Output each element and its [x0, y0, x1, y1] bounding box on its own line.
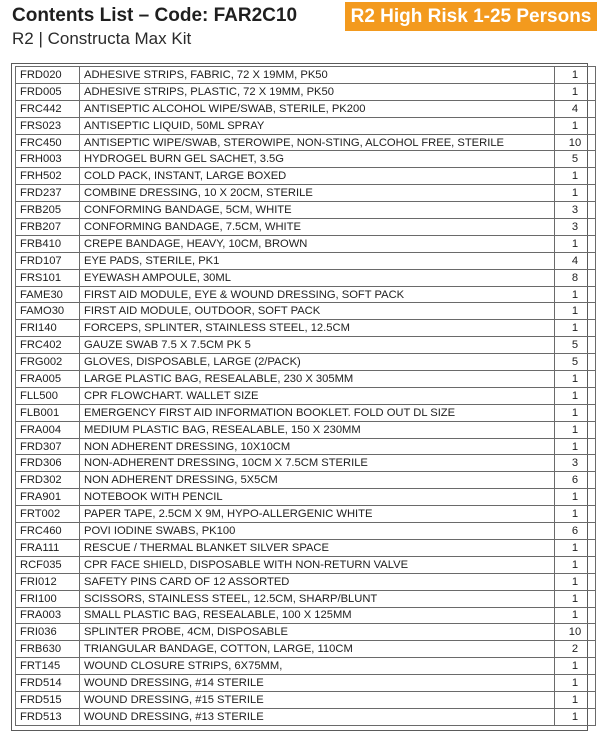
- item-code: FRC460: [16, 523, 80, 540]
- item-quantity: 1: [555, 387, 596, 404]
- table-row: [16, 523, 596, 540]
- item-quantity: 4: [555, 100, 596, 117]
- item-quantity: 1: [555, 371, 596, 388]
- table-row: [16, 489, 596, 506]
- item-description: SPLINTER PROBE, 4CM, DISPOSABLE: [80, 624, 555, 641]
- table-row: [16, 455, 596, 472]
- item-quantity: 3: [555, 455, 596, 472]
- table-row: [16, 387, 596, 404]
- item-description: ANTISEPTIC LIQUID, 50ML SPRAY: [80, 117, 555, 134]
- item-description: GAUZE SWAB 7.5 X 7.5CM PK 5: [80, 337, 555, 354]
- table-row: [16, 134, 596, 151]
- item-code: FRD306: [16, 455, 80, 472]
- table-row: [16, 235, 596, 252]
- item-quantity: 5: [555, 151, 596, 168]
- item-quantity: 2: [555, 641, 596, 658]
- item-description: CREPE BANDAGE, HEAVY, 10CM, BROWN: [80, 235, 555, 252]
- item-quantity: 1: [555, 607, 596, 624]
- item-code: FRC402: [16, 337, 80, 354]
- item-quantity: 1: [555, 404, 596, 421]
- table-row: [16, 168, 596, 185]
- table-row: [16, 675, 596, 692]
- item-code: FRI100: [16, 590, 80, 607]
- item-description: ADHESIVE STRIPS, FABRIC, 72 X 19MM, PK50: [80, 67, 555, 84]
- item-code: FRC442: [16, 100, 80, 117]
- item-description: EMERGENCY FIRST AID INFORMATION BOOKLET. FOLD OUT DL SIZE: [80, 404, 555, 421]
- item-quantity: 1: [555, 506, 596, 523]
- item-quantity: 5: [555, 337, 596, 354]
- item-code: FRB410: [16, 235, 80, 252]
- item-code: FRD302: [16, 472, 80, 489]
- item-description: NON ADHERENT DRESSING, 10X10CM: [80, 438, 555, 455]
- item-description: ANTISEPTIC ALCOHOL WIPE/SWAB, STERILE, PK200: [80, 100, 555, 117]
- item-description: TRIANGULAR BANDAGE, COTTON, LARGE, 110CM: [80, 641, 555, 658]
- item-code: RCF035: [16, 556, 80, 573]
- item-description: SAFETY PINS CARD OF 12 ASSORTED: [80, 573, 555, 590]
- table-row: [16, 100, 596, 117]
- table-row: [16, 67, 596, 84]
- table-row: [16, 573, 596, 590]
- item-code: FRH502: [16, 168, 80, 185]
- item-quantity: 8: [555, 269, 596, 286]
- table-row: [16, 219, 596, 236]
- item-quantity: 1: [555, 235, 596, 252]
- item-description: NOTEBOOK WITH PENCIL: [80, 489, 555, 506]
- item-code: FRI036: [16, 624, 80, 641]
- contents-table: [15, 66, 596, 726]
- item-description: WOUND DRESSING, #14 STERILE: [80, 675, 555, 692]
- item-description: CPR FLOWCHART. WALLET SIZE: [80, 387, 555, 404]
- item-description: NON-ADHERENT DRESSING, 10CM X 7.5CM STERILE: [80, 455, 555, 472]
- item-code: FRT145: [16, 658, 80, 675]
- table-row: [16, 337, 596, 354]
- item-quantity: 1: [555, 658, 596, 675]
- item-description: FORCEPS, SPLINTER, STAINLESS STEEL, 12.5CM: [80, 320, 555, 337]
- contents-table-body: [16, 67, 596, 726]
- item-quantity: 3: [555, 202, 596, 219]
- table-row: [16, 658, 596, 675]
- table-row: [16, 354, 596, 371]
- table-row: [16, 286, 596, 303]
- item-description: RESCUE / THERMAL BLANKET SILVER SPACE: [80, 539, 555, 556]
- table-row: [16, 438, 596, 455]
- item-description: EYEWASH AMPOULE, 30ML: [80, 269, 555, 286]
- item-code: FRI012: [16, 573, 80, 590]
- item-quantity: 4: [555, 252, 596, 269]
- item-quantity: 1: [555, 438, 596, 455]
- item-description: SMALL PLASTIC BAG, RESEALABLE, 100 X 125MM: [80, 607, 555, 624]
- table-row: [16, 117, 596, 134]
- item-description: CONFORMING BANDAGE, 5CM, WHITE: [80, 202, 555, 219]
- item-description: CONFORMING BANDAGE, 7.5CM, WHITE: [80, 219, 555, 236]
- item-code: FRB207: [16, 219, 80, 236]
- page-title: Contents List – Code: FAR2C10: [12, 5, 298, 26]
- item-code: FRA005: [16, 371, 80, 388]
- table-row: [16, 185, 596, 202]
- item-code: FLL500: [16, 387, 80, 404]
- item-code: FRA004: [16, 421, 80, 438]
- item-description: CPR FACE SHIELD, DISPOSABLE WITH NON-RETURN VALVE: [80, 556, 555, 573]
- item-description: WOUND DRESSING, #15 STERILE: [80, 691, 555, 708]
- table-row: [16, 556, 596, 573]
- item-quantity: 1: [555, 168, 596, 185]
- item-quantity: 1: [555, 556, 596, 573]
- table-row: [16, 607, 596, 624]
- item-code: FRD005: [16, 83, 80, 100]
- item-quantity: 1: [555, 185, 596, 202]
- item-quantity: 1: [555, 83, 596, 100]
- item-description: WOUND DRESSING, #13 STERILE: [80, 708, 555, 725]
- item-quantity: 6: [555, 523, 596, 540]
- item-quantity: 1: [555, 286, 596, 303]
- item-description: FIRST AID MODULE, OUTDOOR, SOFT PACK: [80, 303, 555, 320]
- item-description: ADHESIVE STRIPS, PLASTIC, 72 X 19MM, PK50: [80, 83, 555, 100]
- item-description: WOUND CLOSURE STRIPS, 6X75MM,: [80, 658, 555, 675]
- item-code: FRB205: [16, 202, 80, 219]
- item-quantity: 1: [555, 573, 596, 590]
- item-quantity: 1: [555, 320, 596, 337]
- item-quantity: 1: [555, 539, 596, 556]
- table-row: [16, 708, 596, 725]
- item-description: LARGE PLASTIC BAG, RESEALABLE, 230 X 305MM: [80, 371, 555, 388]
- item-quantity: 1: [555, 303, 596, 320]
- item-description: PAPER TAPE, 2.5CM X 9M, HYPO-ALLERGENIC WHITE: [80, 506, 555, 523]
- table-row: [16, 83, 596, 100]
- table-row: [16, 641, 596, 658]
- item-code: FAMO30: [16, 303, 80, 320]
- item-quantity: 1: [555, 489, 596, 506]
- item-description: ANTISEPTIC WIPE/SWAB, STEROWIPE, NON-STING, ALCOHOL FREE, STERILE: [80, 134, 555, 151]
- item-code: FRA003: [16, 607, 80, 624]
- item-description: POVI IODINE SWABS, PK100: [80, 523, 555, 540]
- item-code: FRT002: [16, 506, 80, 523]
- table-row: [16, 151, 596, 168]
- item-code: FRS101: [16, 269, 80, 286]
- table-row: [16, 404, 596, 421]
- table-row: [16, 506, 596, 523]
- item-code: FAME30: [16, 286, 80, 303]
- item-code: FRS023: [16, 117, 80, 134]
- table-row: [16, 252, 596, 269]
- item-code: FRD515: [16, 691, 80, 708]
- item-quantity: 1: [555, 67, 596, 84]
- item-quantity: 10: [555, 134, 596, 151]
- item-code: FRH003: [16, 151, 80, 168]
- item-description: HYDROGEL BURN GEL SACHET, 3.5G: [80, 151, 555, 168]
- item-description: GLOVES, DISPOSABLE, LARGE (2/PACK): [80, 354, 555, 371]
- table-row: [16, 691, 596, 708]
- item-quantity: 6: [555, 472, 596, 489]
- item-code: FRD020: [16, 67, 80, 84]
- item-quantity: 10: [555, 624, 596, 641]
- item-description: COLD PACK, INSTANT, LARGE BOXED: [80, 168, 555, 185]
- item-description: COMBINE DRESSING, 10 X 20CM, STERILE: [80, 185, 555, 202]
- item-quantity: 3: [555, 219, 596, 236]
- table-row: [16, 371, 596, 388]
- item-quantity: 1: [555, 675, 596, 692]
- table-row: [16, 624, 596, 641]
- table-row: [16, 202, 596, 219]
- item-code: FRI140: [16, 320, 80, 337]
- item-quantity: 1: [555, 590, 596, 607]
- table-row: [16, 303, 596, 320]
- item-code: FRD307: [16, 438, 80, 455]
- risk-badge: R2 High Risk 1-25 Persons: [345, 2, 597, 31]
- item-description: MEDIUM PLASTIC BAG, RESEALABLE, 150 X 230MM: [80, 421, 555, 438]
- item-description: SCISSORS, STAINLESS STEEL, 12.5CM, SHARP/BLUNT: [80, 590, 555, 607]
- item-code: FRD237: [16, 185, 80, 202]
- table-row: [16, 590, 596, 607]
- item-code: FRC450: [16, 134, 80, 151]
- table-row: [16, 472, 596, 489]
- item-description: FIRST AID MODULE, EYE & WOUND DRESSING, SOFT PACK: [80, 286, 555, 303]
- item-quantity: 1: [555, 708, 596, 725]
- item-code: FLB001: [16, 404, 80, 421]
- item-description: EYE PADS, STERILE, PK1: [80, 252, 555, 269]
- table-row: [16, 421, 596, 438]
- table-row: [16, 539, 596, 556]
- item-quantity: 1: [555, 421, 596, 438]
- table-row: [16, 320, 596, 337]
- item-code: FRD514: [16, 675, 80, 692]
- item-code: FRG002: [16, 354, 80, 371]
- item-quantity: 5: [555, 354, 596, 371]
- item-description: NON ADHERENT DRESSING, 5X5CM: [80, 472, 555, 489]
- item-code: FRB630: [16, 641, 80, 658]
- item-code: FRA901: [16, 489, 80, 506]
- item-code: FRD513: [16, 708, 80, 725]
- item-quantity: 1: [555, 691, 596, 708]
- table-row: [16, 269, 596, 286]
- kit-subtitle: R2 | Constructa Max Kit: [12, 29, 192, 48]
- item-code: FRA111: [16, 539, 80, 556]
- item-quantity: 1: [555, 117, 596, 134]
- item-code: FRD107: [16, 252, 80, 269]
